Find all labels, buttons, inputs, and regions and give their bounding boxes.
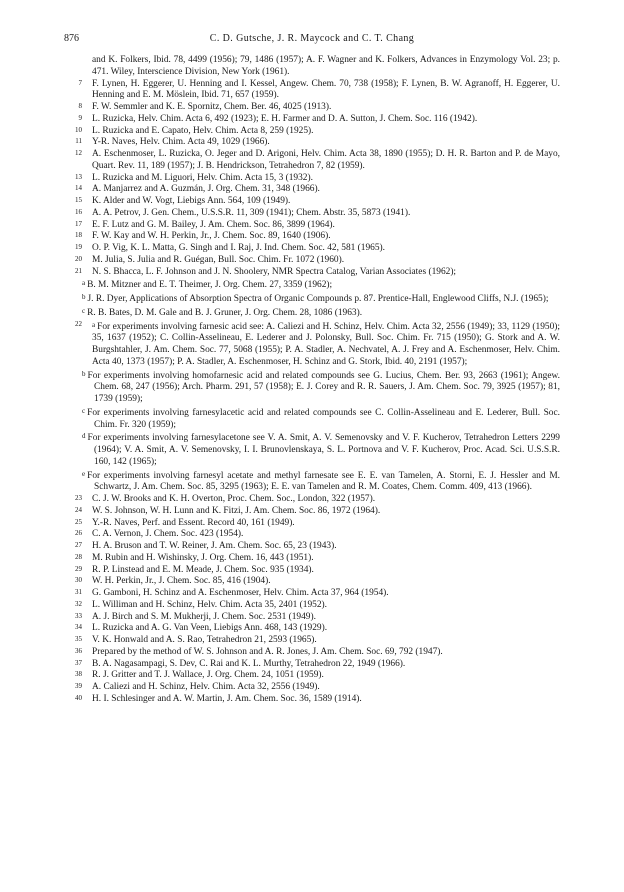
subitem-mark: a: [82, 279, 86, 288]
reference-item: [64, 541, 560, 553]
reference-item: [64, 576, 560, 588]
subitem-text: For experiments involving homofarnesic acid and related compounds see G. Lucius, Chem. Ber. 93, 2663 (1961); Angew. Chem. 68, 247 (1956); Arch. Pharm. 291, 57 (1958); E. J. Corey and R. R. Sauers, J. Am. Chem. Soc. 79, 3925 (1957); 81, 1739 (1959);: [87, 370, 560, 404]
reference-subitem: [64, 431, 560, 468]
subitem-text: R. B. Bates, D. M. Gale and B. J. Gruner, J. Org. Chem. 28, 1086 (1963).: [87, 307, 363, 318]
reference-number: 12: [75, 149, 82, 157]
reference-item: [64, 588, 560, 600]
reference-text: C. J. W. Brooks and K. H. Overton, Proc. Chem. Soc., London, 322 (1957).: [92, 494, 376, 504]
reference-number: 39: [75, 682, 82, 690]
reference-item: [64, 635, 560, 647]
reference-number: 25: [75, 517, 82, 526]
reference-item: [64, 529, 560, 541]
reference-number: 21: [75, 266, 82, 275]
reference-number: 36: [75, 646, 82, 655]
reference-item: [64, 196, 560, 208]
reference-item: [64, 79, 560, 103]
subitem-mark: a: [92, 320, 96, 329]
subitem-mark: d: [82, 432, 86, 441]
reference-number: 37: [75, 658, 82, 667]
reference-item: [64, 137, 560, 149]
reference-text: A. Manjarrez and A. Guzmán, J. Org. Chem. 31, 348 (1966).: [92, 184, 320, 195]
subitem-mark: c: [82, 406, 86, 415]
reference-text: L. Ruzicka, Helv. Chim. Acta 6, 492 (1923); E. H. Farmer and D. A. Sutton, J. Chem. Soc. 116 (1942).: [92, 113, 478, 124]
reference-text: F. W. Semmler and K. E. Spornitz, Chem. Ber. 46, 4025 (1913).: [92, 102, 332, 112]
reference-item: [64, 149, 560, 173]
reference-21-subitems: [64, 278, 560, 319]
reference-number: 18: [75, 231, 82, 240]
reference-item: [64, 670, 560, 682]
reference-22-text: For experiments involving farnesic acid see: A. Caliezi and H. Schinz, Helv. Chim. Acta 32, 2556 (1949); 33, 1129 (1950); 35, 1637 (1952); C. Collin-Asselineau, E. Lederer and J. Polonsky, Bull. Soc. Chim. Fr. 715 (1950); G. Stork and A. W. Burgshtahler, J. Am. Chem. Soc. 77, 5068 (1955); P. A. Stadler, A. Nechvatel, A. J. Frey and A. Eschenmoser, Helv. Chim. Acta 40, 1373 (1957); P. A. Stadler, A. Eschenmoser, H. Schinz and G. Stork, Ibid. 40, 2191 (1957);: [92, 321, 560, 367]
reference-text: Y.-R. Naves, Perf. and Essent. Record 40, 161 (1949).: [92, 517, 295, 528]
reference-text: H. I. Schlesinger and A. W. Martin, J. Am. Chem. Soc. 36, 1589 (1914).: [92, 693, 362, 704]
reference-text: A. Eschenmoser, L. Ruzicka, O. Jeger and D. Arigoni, Helv. Chim. Acta 38, 1890 (1955); D. H. R. Barton and P. de Mayo, Quart. Rev. 11, 189 (1957); J. B. Hendrickson, Tetrahedron 7, 82 (1959).: [92, 149, 560, 171]
reference-number: 23: [75, 494, 82, 502]
reference-item: [64, 184, 560, 196]
subitem-mark: b: [82, 293, 86, 301]
reference-item: [64, 623, 560, 635]
reference-item: [64, 220, 560, 232]
reference-text: L. Ruzicka and M. Liguori, Helv. Chim. Acta 15, 3 (1932).: [92, 172, 313, 183]
reference-number: 16: [75, 207, 82, 216]
reference-number: 27: [75, 541, 82, 549]
reference-number: 8: [78, 102, 82, 110]
reference-item: [64, 553, 560, 565]
reference-number: 10: [75, 125, 82, 134]
reference-item: [64, 243, 560, 255]
reference-number: 9: [78, 113, 82, 122]
reference-number: 34: [75, 623, 82, 632]
reference-text: O. P. Vig, K. L. Matta, G. Singh and I. Raj, J. Ind. Chem. Soc. 42, 581 (1965).: [92, 243, 385, 253]
reference-number: 13: [75, 172, 82, 181]
reference-number: 14: [75, 184, 82, 193]
reference-item: [64, 682, 560, 694]
reference-text: E. F. Lutz and G. M. Bailey, J. Am. Chem. Soc. 86, 3899 (1964).: [92, 219, 335, 230]
reference-number: 20: [75, 254, 82, 263]
reference-number: 29: [75, 564, 82, 573]
reference-number: 19: [75, 243, 82, 251]
reference-subitem: [64, 406, 560, 432]
reference-text: K. Alder and W. Vogt, Liebigs Ann. 564, 109 (1949).: [92, 196, 291, 206]
reference-text: B. A. Nagasampagi, S. Dev, C. Rai and K. L. Murthy, Tetrahedron 22, 1949 (1966).: [92, 658, 406, 669]
reference-item: [64, 231, 560, 243]
page-number: 876: [64, 33, 79, 44]
reference-number: 24: [75, 505, 82, 514]
reference-item: [64, 255, 560, 267]
reference-item: [64, 126, 560, 138]
reference-number: 22: [75, 319, 82, 328]
reference-text: A. Caliezi and H. Schinz, Helv. Chim. Acta 32, 2556 (1949).: [92, 682, 320, 692]
reference-list: [64, 55, 560, 706]
reference-number: 35: [75, 635, 82, 643]
subitem-text: For experiments involving farnesyl acetate and methyl farnesate see E. E. van Tamelen, A. Storni, E. J. Hessler and M. Schwartz, J. Am. Chem. Soc. 85, 3295 (1963); E. E. van Tamelen and R. M. Coates, Chem. Comm. 409, 413 (1966).: [87, 470, 560, 493]
running-title: C. D. Gutsche, J. R. Maycock and C. T. Chang: [209, 33, 415, 44]
reference-text: L. Ruzicka and A. G. Van Veen, Liebigs Ann. 468, 143 (1929).: [92, 623, 328, 634]
reference-item: [64, 647, 560, 659]
reference-item: [64, 208, 560, 220]
reference-text: H. A. Bruson and T. W. Reiner, J. Am. Chem. Soc. 65, 23 (1943).: [92, 541, 337, 551]
reference-item: [64, 565, 560, 577]
reference-item: [64, 173, 560, 185]
subitem-text: For experiments involving farnesylacetone see V. A. Smit, A. V. Semenovsky and V. F. Kucherov, Tetrahedron Letters 2299 (1964); V. A. Smit, A. V. Semenovsky, I. I. Brunovlenskaya, S. L. Portnova and V. F. Kucherov, Proc. Acad. Sci. U.S.S.R. 160, 142 (1965);: [87, 433, 560, 467]
reference-item: [64, 494, 560, 506]
subitem-text: For experiments involving farnesylacetic acid and related compounds see C. Collin-Asselineau and E. Lederer, Bull. Soc. Chim. Fr. 320 (1959);: [87, 407, 560, 430]
reference-item: [64, 102, 560, 114]
reference-text: F. W. Kay and W. H. Perkin, Jr., J. Chem. Soc. 89, 1640 (1906).: [92, 231, 331, 242]
page-header: [64, 32, 560, 46]
reference-number: 33: [75, 611, 82, 620]
reference-number: 17: [75, 219, 82, 228]
reference-text: W. H. Perkin, Jr., J. Chem. Soc. 85, 416 (1904).: [92, 576, 271, 587]
reference-subitem: [64, 469, 560, 495]
reference-text: A. A. Petrov, J. Gen. Chem., U.S.S.R. 11, 309 (1941); Chem. Abstr. 35, 5873 (1941).: [92, 207, 411, 218]
reference-subitem: [64, 292, 560, 306]
reference-text: Prepared by the method of W. S. Johnson and A. R. Jones, J. Am. Chem. Soc. 69, 792 (1947).: [92, 646, 443, 657]
reference-number: 26: [75, 529, 82, 538]
reference-item: [64, 267, 560, 279]
reference-number: 38: [75, 670, 82, 679]
subitem-mark: c: [82, 306, 86, 315]
reference-item: [64, 518, 560, 530]
subitem-mark: b: [82, 369, 86, 378]
reference-text: R. P. Linstead and E. M. Meade, J. Chem. Soc. 935 (1934).: [92, 564, 314, 575]
reference-item: [64, 114, 560, 126]
reference-text: W. S. Johnson, W. H. Lunn and K. Fitzi, J. Am. Chem. Soc. 86, 1972 (1964).: [92, 505, 381, 516]
reference-text: G. Gamboni, H. Schinz and A. Eschenmoser, Helv. Chim. Acta 37, 964 (1954).: [92, 588, 389, 598]
reference-text: A. J. Birch and S. M. Mukherji, J. Chem. Soc. 2531 (1949).: [92, 611, 316, 622]
reference-text: N. S. Bhacca, L. F. Johnson and J. N. Shoolery, NMR Spectra Catalog, Varian Associates (1962);: [92, 266, 457, 277]
reference-number: 31: [75, 588, 82, 596]
references-23-40: [64, 494, 560, 706]
subitem-mark: e: [82, 469, 86, 478]
reference-continuation: and K. Folkers, Ibid. 78, 4499 (1956); 79, 1486 (1957); A. F. Wagner and K. Folkers, Advances in Enzymology Vol. 23; p. 471. Wiley, Interscience Division, New York (1961).: [92, 55, 560, 77]
reference-number: 15: [75, 196, 82, 204]
subitem-text: J. R. Dyer, Applications of Absorption Spectra of Organic Compounds p. 87. Prentice-Hall, Englewood Cliffs, N.J. (1965);: [87, 294, 549, 304]
reference-item: [64, 506, 560, 518]
reference-item: [64, 600, 560, 612]
references-7-21: [64, 79, 560, 279]
reference-item: [64, 612, 560, 624]
reference-text: C. A. Vernon, J. Chem. Soc. 423 (1954).: [92, 529, 244, 540]
reference-subitem: [64, 278, 560, 292]
reference-number: 32: [75, 599, 82, 608]
reference-number: 40: [75, 693, 82, 702]
reference-subitem: [64, 306, 560, 320]
reference-text: L. Williman and H. Schinz, Helv. Chim. Acta 35, 2401 (1952).: [92, 599, 328, 610]
reference-text: M. Rubin and H. Wishinsky, J. Org. Chem. 16, 443 (1951).: [92, 552, 314, 563]
reference-number: 7: [78, 78, 82, 87]
reference-subitem: [64, 369, 560, 406]
reference-item: [64, 694, 560, 706]
reference-text: M. Julia, S. Julia and R. Guégan, Bull. Soc. Chim. Fr. 1072 (1960).: [92, 254, 345, 265]
reference-item: [64, 659, 560, 671]
subitem-text: B. M. Mitzner and E. T. Theimer, J. Org. Chem. 27, 3359 (1962);: [87, 280, 333, 291]
reference-text: L. Ruzicka and E. Capato, Helv. Chim. Acta 8, 259 (1925).: [92, 125, 314, 136]
reference-number: 28: [75, 552, 82, 561]
reference-text: [92, 322, 560, 367]
reference-text: R. J. Gritter and T. J. Wallace, J. Org. Chem. 24, 1051 (1959).: [92, 670, 324, 681]
reference-text: F. Lynen, H. Eggerer, U. Henning and I. Kessel, Angew. Chem. 70, 738 (1958); F. Lynen, B. W. Agranoff, H. Eggerer, U. Henning and E. M. Möslein, Ibid. 71, 657 (1959).: [92, 78, 560, 101]
reference-number: 30: [75, 576, 82, 585]
reference-number: 11: [75, 137, 82, 146]
reference-text: V. K. Honwald and A. S. Rao, Tetrahedron 21, 2593 (1965).: [92, 635, 317, 645]
reference-22-subitems: [64, 369, 560, 495]
reference-item: [64, 320, 560, 369]
reference-text: Y-R. Naves, Helv. Chim. Acta 49, 1029 (1966).: [92, 137, 270, 148]
